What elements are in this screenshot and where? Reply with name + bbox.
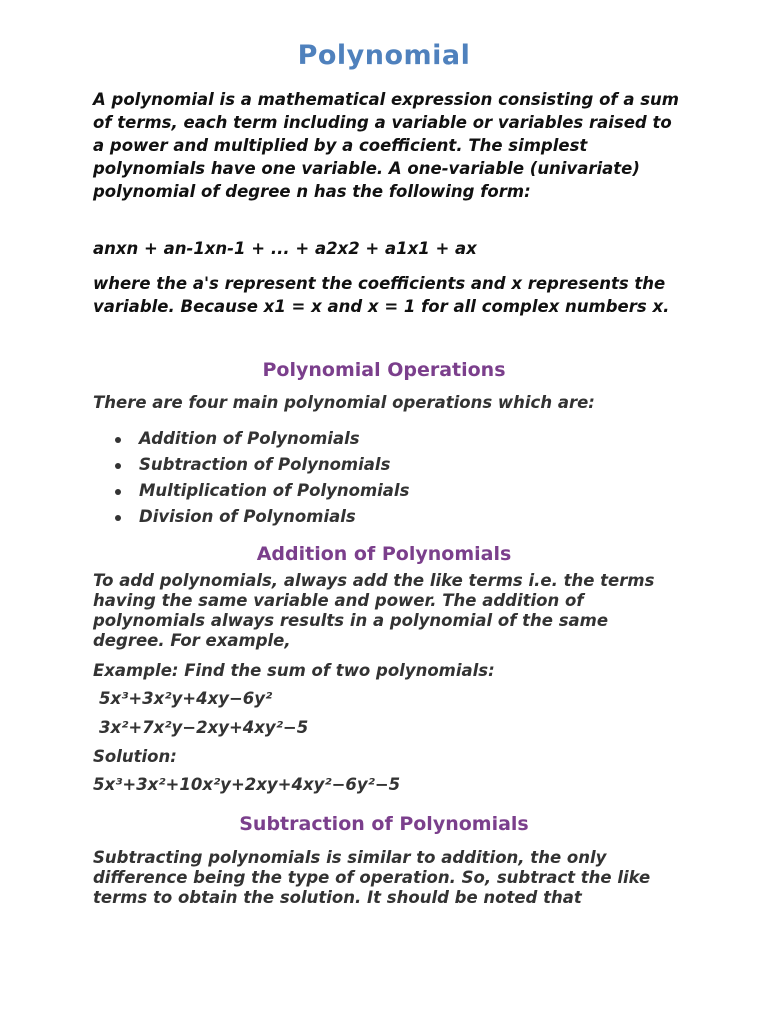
operations-heading: Polynomial Operations	[262, 359, 506, 381]
list-item	[115, 426, 675, 452]
bullet-icon	[115, 463, 121, 469]
addition-paragraph: To add polynomials, always add the like terms i.e. the terms having the same variable and power. The addition of polynomials always results in a polynomial of the same degree. For example,	[93, 571, 655, 650]
solution-label: Solution:	[93, 747, 177, 766]
where-paragraph: where the a's represent the coefficients and x represents the variable. Because x1 = x and x = 1 for all complex numbers x.	[93, 274, 670, 316]
page-title: Polynomial	[297, 40, 471, 71]
list-item	[115, 478, 675, 504]
solution-value: 5x³+3x²+10x²y+2xy+4xy²−6y²−5	[93, 775, 401, 794]
list-item-label: Addition of Polynomials	[139, 429, 360, 448]
addition-heading: Addition of Polynomials	[256, 543, 512, 565]
list-item	[115, 504, 675, 530]
polynomial-one: 5x³+3x²y+4xy−6y²	[99, 689, 273, 708]
subtraction-heading: Subtraction of Polynomials	[239, 813, 529, 835]
bullet-icon	[115, 489, 121, 495]
list-item-label: Subtraction of Polynomials	[139, 455, 391, 474]
polynomial-form: anxn + an-1xn-1 + ... + a2x2 + a1x1 + ax	[93, 239, 477, 258]
example-line: Example: Find the sum of two polynomials:	[93, 661, 495, 680]
intro-paragraph: A polynomial is a mathematical expression consisting of a sum of terms, each term including a variable or variables raised to a power and multiplied by a coefficient. The simplest polynomials have one variable. A one-variable (univariate) polynomial of degree n has the following form:	[93, 90, 679, 201]
bullet-icon	[115, 515, 121, 521]
subtraction-paragraph: Subtracting polynomials is similar to addition, the only difference being the type of operation. So, subtract the like terms to obtain the solution. It should be noted that	[93, 848, 651, 907]
operations-list	[115, 426, 675, 530]
list-item-label: Multiplication of Polynomials	[139, 481, 410, 500]
bullet-icon	[115, 437, 121, 443]
list-item	[115, 452, 675, 478]
polynomial-two: 3x²+7x²y−2xy+4xy²−5	[99, 718, 309, 737]
list-item-label: Division of Polynomials	[139, 507, 356, 526]
operations-intro: There are four main polynomial operations which are:	[93, 393, 595, 412]
